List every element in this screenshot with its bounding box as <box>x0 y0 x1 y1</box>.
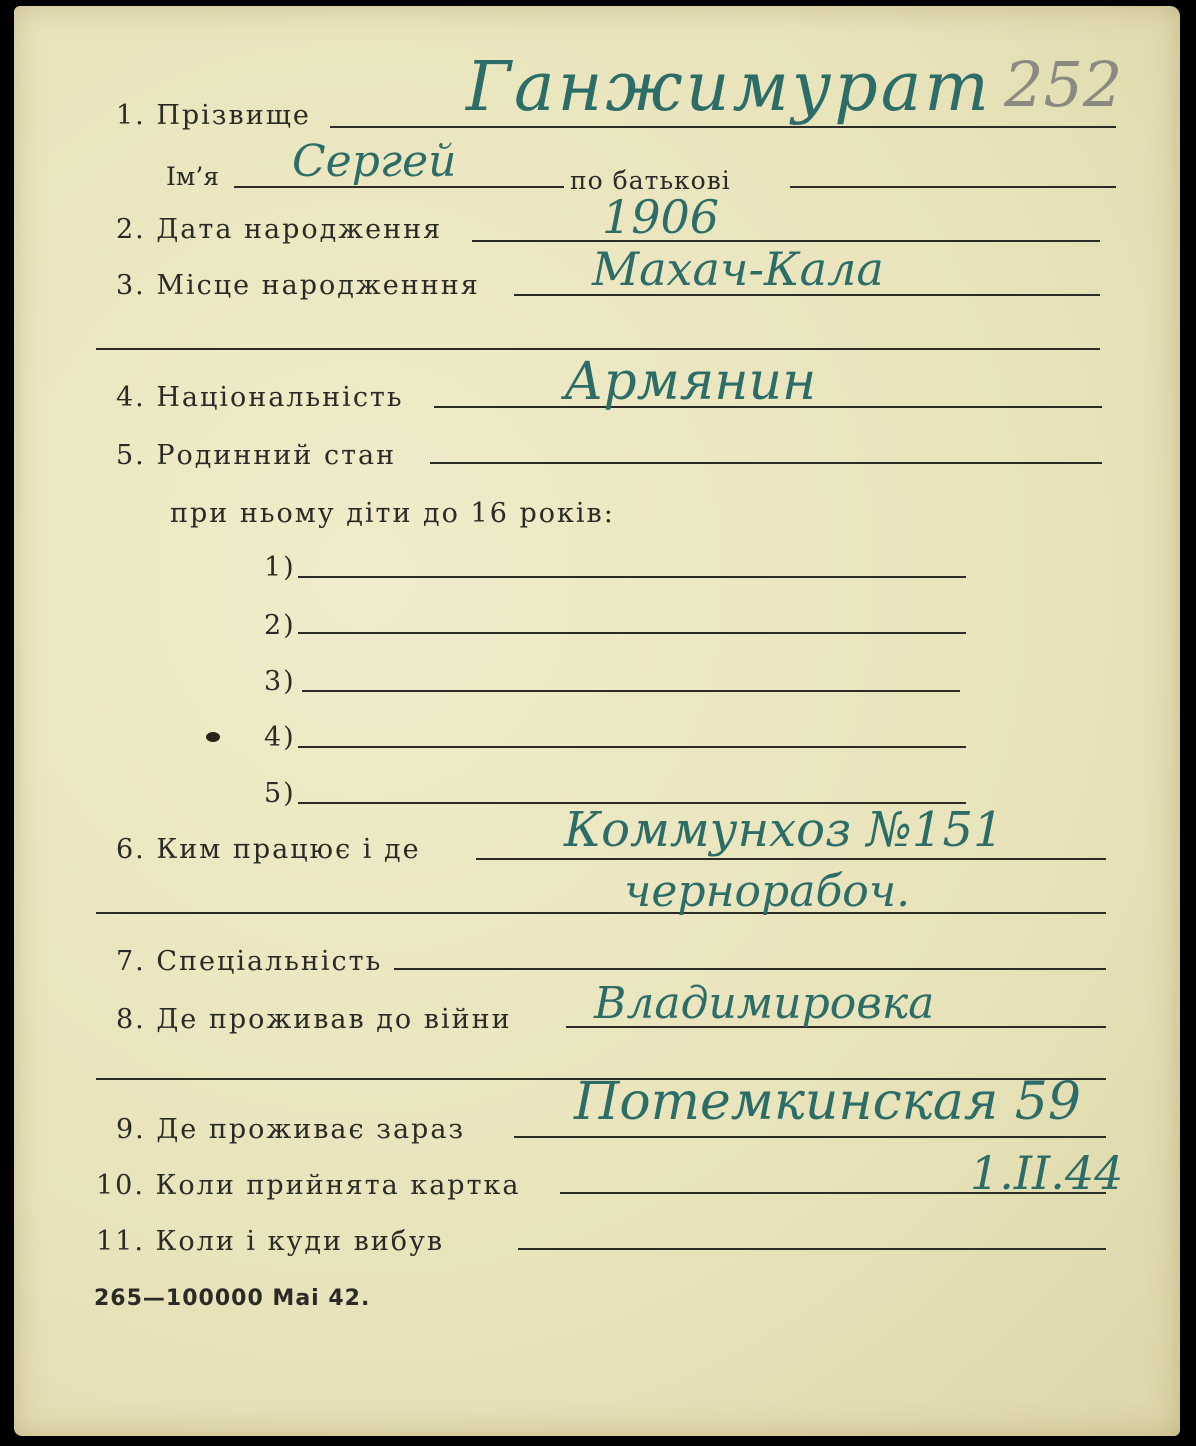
child-2-label: 2) <box>264 610 296 641</box>
work-line-2 <box>96 912 1106 914</box>
field-specialty-label: 7. Спеціальність <box>116 946 383 977</box>
field-birthplace-label: 3. Місце народженння <box>116 270 480 301</box>
surname-handwriting: Ганжимурат <box>466 48 992 127</box>
field-current-label: 9. Де проживає зараз <box>116 1114 466 1145</box>
current-residence-handwriting: Потемкинская 59 <box>574 1072 1081 1132</box>
paper-hole <box>206 732 220 742</box>
field-work-label: 6. Ким працює і де <box>116 834 421 865</box>
specialty-line <box>394 968 1106 970</box>
child-1-label: 1) <box>264 552 296 583</box>
child-3-label: 3) <box>264 666 296 697</box>
first-name-handwriting: Сергей <box>292 136 457 187</box>
child-3-line <box>302 690 960 692</box>
field-patronymic-label: по батькові <box>570 166 731 195</box>
field-birthdate-label: 2. Дата народження <box>116 214 443 245</box>
birthplace-line-2 <box>96 348 1100 350</box>
pencil-number: 252 <box>1004 48 1123 121</box>
field-marital-label: 5. Родинний стан <box>116 440 397 471</box>
child-2-line <box>298 632 966 634</box>
birthplace-handwriting: Махач-Кала <box>592 242 884 296</box>
job-handwriting: чернорабоч. <box>624 866 911 917</box>
field-surname-label: 1. Прізвище <box>116 100 311 131</box>
field-prewar-label: 8. Де проживав до війни <box>116 1004 512 1035</box>
children-label: при ньому діти до 16 років: <box>170 498 615 529</box>
prewar-residence-handwriting: Владимировка <box>594 978 935 1029</box>
child-5-label: 5) <box>264 778 296 809</box>
birth-year-handwriting: 1906 <box>602 190 720 244</box>
field-card-date-label: 10. Коли прийнята картка <box>96 1170 521 1201</box>
departed-line <box>518 1248 1106 1250</box>
nationality-handwriting: Армянин <box>564 352 817 412</box>
work-line <box>476 858 1106 860</box>
patronymic-line <box>790 186 1116 188</box>
child-1-line <box>298 576 966 578</box>
card-date-handwriting: 1.II.44 <box>970 1146 1124 1200</box>
registration-card <box>14 6 1180 1436</box>
child-4-line <box>298 746 966 748</box>
print-footer: 265—100000 Mai 42. <box>94 1286 371 1311</box>
field-departed-label: 11. Коли і куди вибув <box>96 1226 445 1257</box>
field-nationality-label: 4. Національність <box>116 382 404 413</box>
child-4-label: 4) <box>264 722 296 753</box>
field-name-label: Ім’я <box>166 162 220 191</box>
marital-line <box>430 462 1102 464</box>
workplace-handwriting: Коммунхоз №151 <box>564 802 1004 858</box>
current-line <box>514 1136 1106 1138</box>
